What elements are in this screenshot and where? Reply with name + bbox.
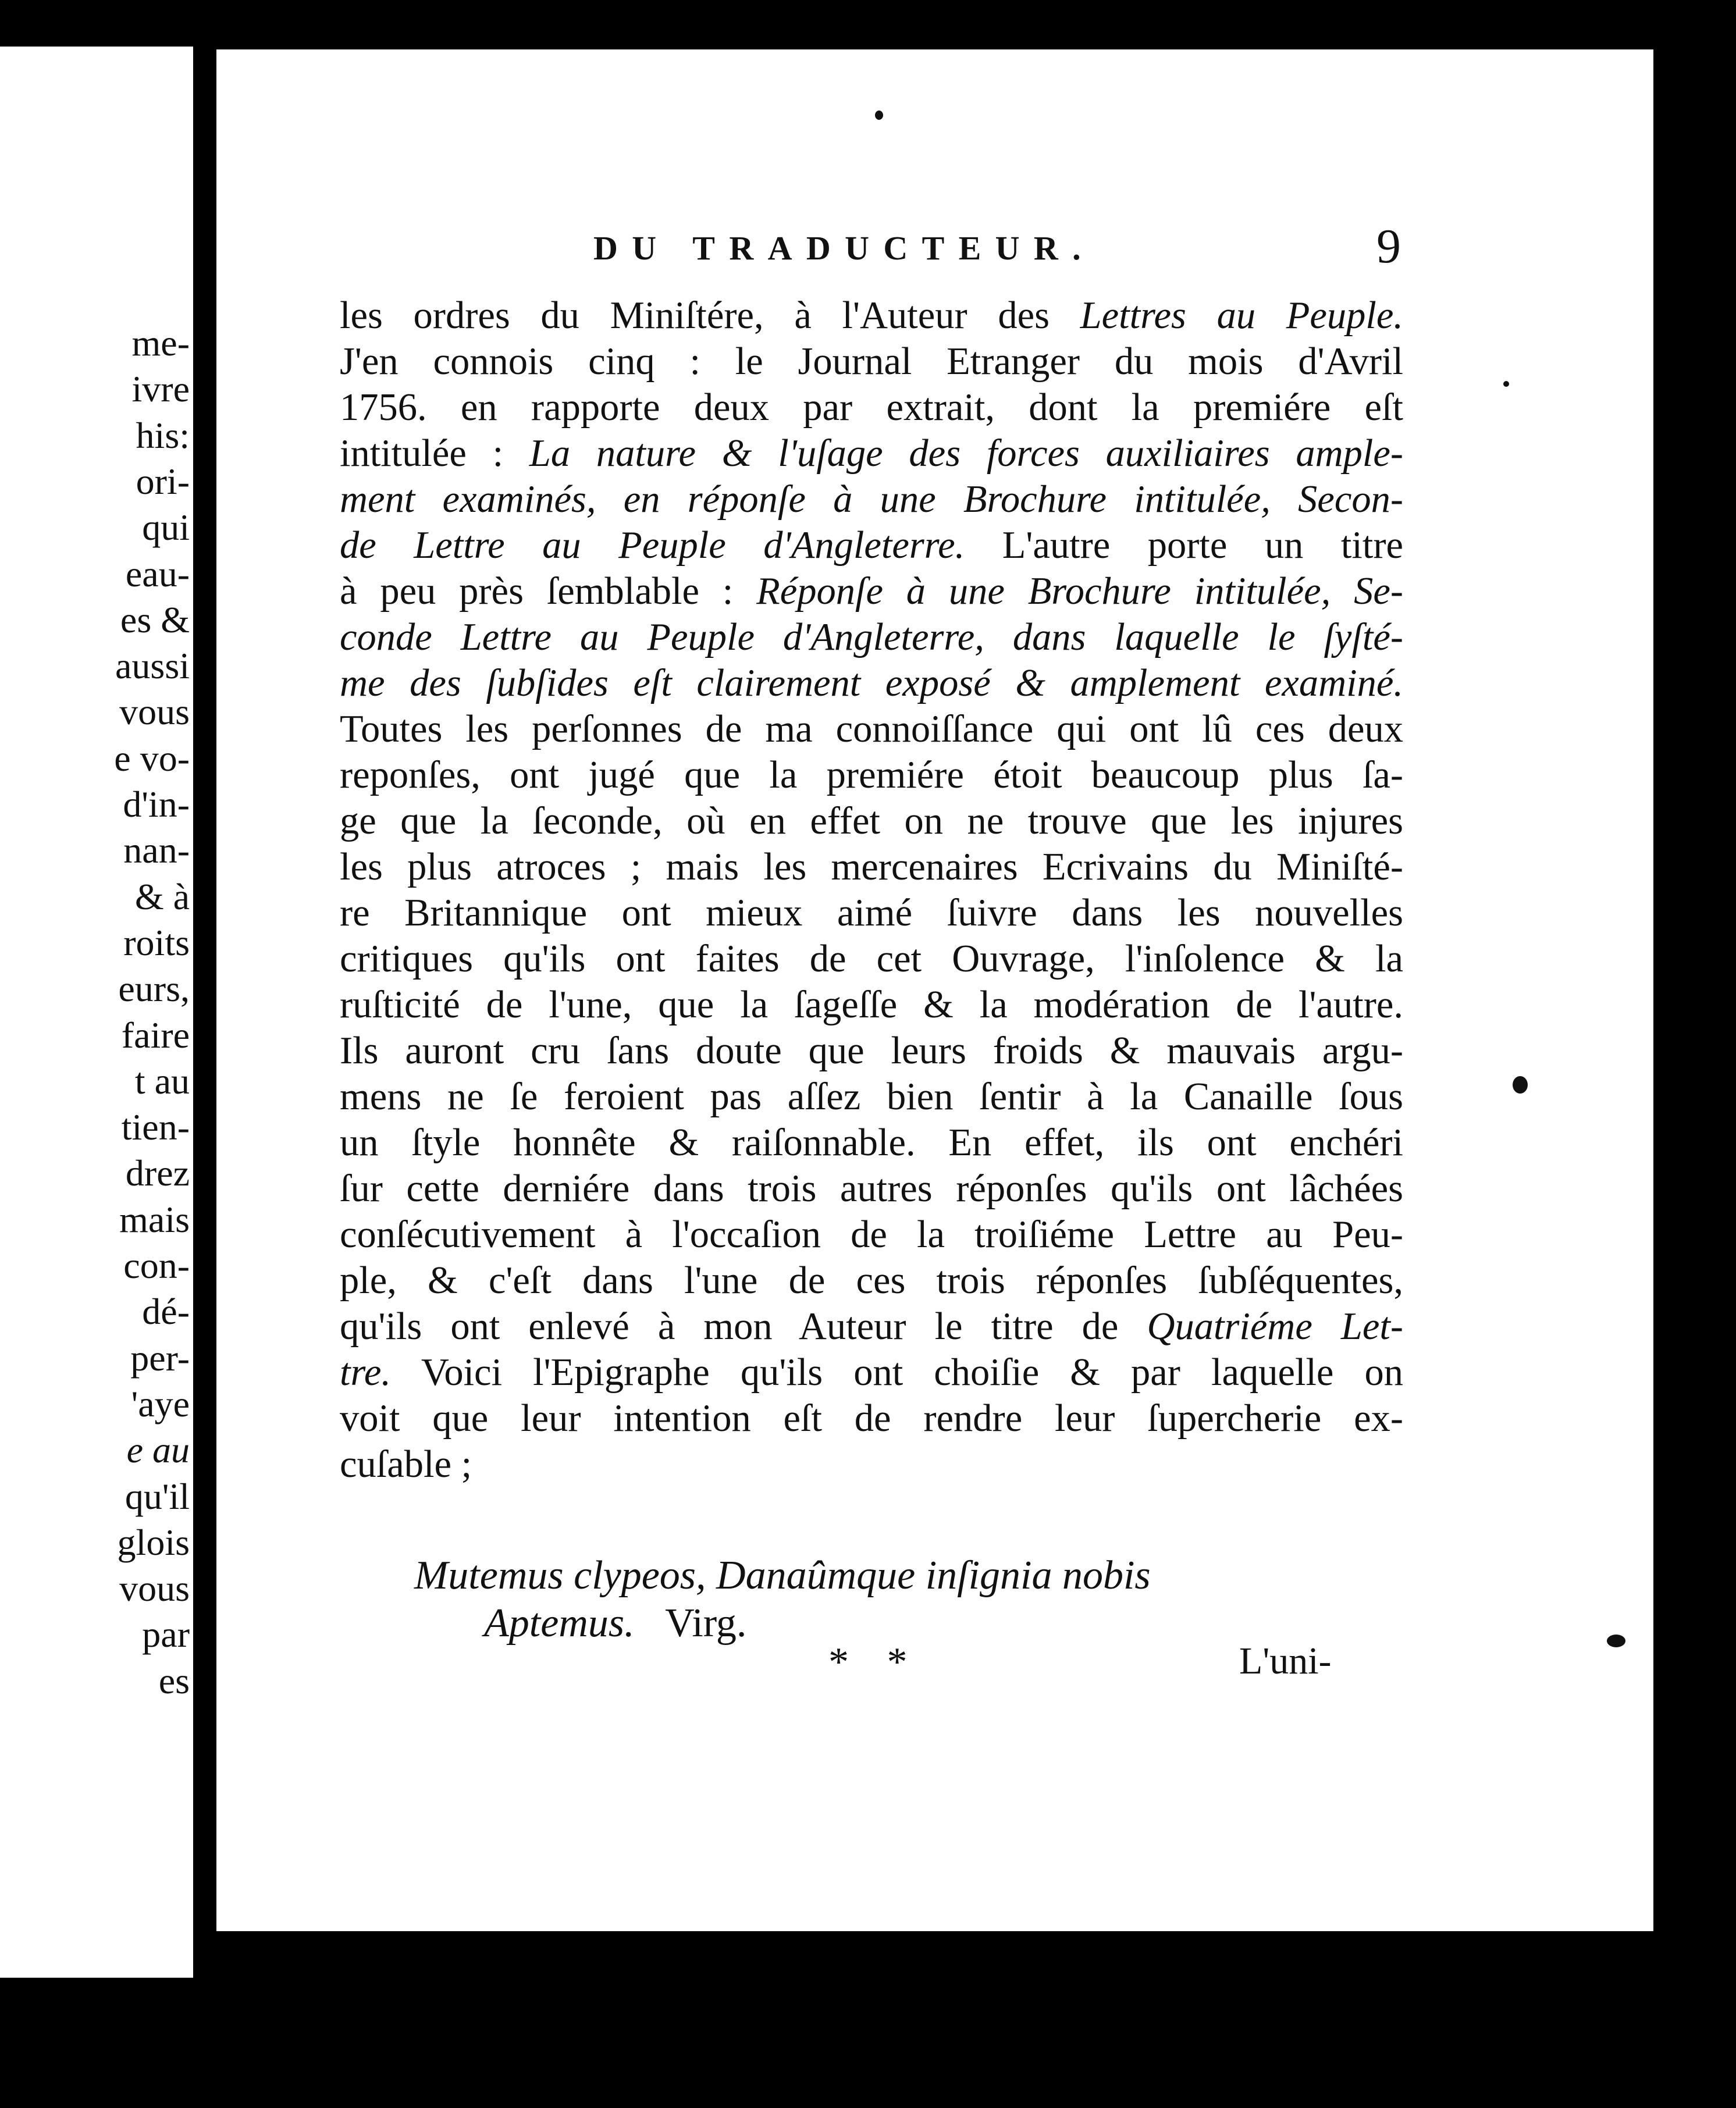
text-line <box>340 1441 1403 1487</box>
left-page-fragment: ori- <box>136 460 190 502</box>
left-page-fragment: t au <box>134 1060 190 1102</box>
line-text: ruſticité de l'une, que la ſageſſe & la modération de l'autre. <box>340 984 1403 1026</box>
line-text: mens ne ſe feroient pas aſſez bien ſentir à la Canaille ſous <box>340 1076 1403 1118</box>
text-line <box>340 1349 1403 1395</box>
left-page-fragment: eurs, <box>118 968 190 1010</box>
left-page-fragment: con- <box>123 1245 190 1286</box>
line-text: Ils auront cru ſans doute que leurs froids & mauvais argu- <box>340 1030 1403 1072</box>
text-line <box>340 890 1403 936</box>
italic-text: conde Lettre au Peuple d'Angleterre, dans laquelle le ſyſté- <box>340 616 1403 658</box>
left-page-fragment: per- <box>130 1337 190 1379</box>
italic-text: ment examinés, en réponſe à une Brochure intitulée, Secon- <box>340 478 1403 521</box>
line-text: intitulée : <box>340 432 529 475</box>
text-line <box>340 1304 1403 1349</box>
text-line <box>340 476 1403 522</box>
left-page-fragment: roits <box>123 921 190 963</box>
left-facing-page <box>0 47 193 1978</box>
line-text: cuſable ; <box>340 1443 472 1486</box>
left-page-fragment: ivre <box>131 368 190 410</box>
ink-speck <box>1503 381 1509 387</box>
italic-text: tre. <box>340 1351 392 1394</box>
left-page-fragment: his: <box>136 414 190 456</box>
text-line <box>340 798 1403 844</box>
signature-mark: * * <box>828 1640 922 1685</box>
text-line <box>340 568 1403 614</box>
left-page-fragment: e vo- <box>114 737 190 779</box>
epigraph-quote <box>414 1552 1151 1647</box>
line-text: L'autre porte un titre <box>965 524 1404 567</box>
line-text: à peu près ſemblable : <box>340 570 757 613</box>
line-text: reponſes, ont jugé que la premiére étoit beaucoup plus ſa- <box>340 754 1403 796</box>
left-page-fragment: mais <box>119 1198 190 1240</box>
line-text: voit que leur intention eſt de rendre leur ſupercherie ex- <box>340 1397 1403 1440</box>
italic-text: Quatriéme Let- <box>1147 1305 1403 1348</box>
left-page-fragment: par <box>142 1614 190 1655</box>
text-line <box>340 384 1403 430</box>
line-text: ple, & c'eſt dans l'une de ces trois réponſes ſubſéquentes, <box>340 1259 1403 1302</box>
text-line <box>340 522 1403 568</box>
left-page-fragment: es <box>158 1660 190 1701</box>
left-page-fragment: 'aye <box>131 1383 190 1425</box>
left-page-fragment: vous <box>119 691 190 733</box>
left-page-fragment: me- <box>131 322 190 364</box>
left-page-fragment: faire <box>121 1014 190 1056</box>
line-text: les plus atroces ; mais les mercenaires Ecrivains du Miniſté- <box>340 846 1403 888</box>
line-text: J'en connois cinq : le Journal Etranger du mois d'Avril <box>340 340 1403 383</box>
left-page-fragment: dé- <box>142 1291 190 1333</box>
text-line <box>340 1212 1403 1258</box>
italic-text: Réponſe à une Brochure intitulée, Se- <box>756 570 1403 613</box>
line-text: Voici l'Epigraphe qu'ils ont choiſie & par laquelle on <box>391 1351 1403 1394</box>
left-page-fragment: & à <box>134 875 190 917</box>
left-page-fragment: vous <box>119 1568 190 1610</box>
line-text: les ordres du Miniſtére, à l'Auteur des <box>340 294 1080 337</box>
page-number: 9 <box>1376 219 1401 273</box>
line-text: ge que la ſeconde, où en effet on ne trouve que les injures <box>340 800 1403 842</box>
line-text: un ſtyle honnête & raiſonnable. En effet, ils ont enchéri <box>340 1121 1403 1164</box>
text-line <box>340 936 1403 982</box>
left-page-fragment: aussi <box>115 645 190 687</box>
text-line <box>340 293 1403 339</box>
left-page-fragment: glois <box>117 1521 190 1563</box>
text-line <box>340 1120 1403 1166</box>
quote-line-1: Mutemus clypeos, Danaûmque inſignia nobis <box>414 1553 1151 1598</box>
book-page <box>216 49 1653 1931</box>
line-text: qu'ils ont enlevé à mon Auteur le titre de <box>340 1305 1147 1348</box>
left-page-fragment: tien- <box>121 1106 190 1148</box>
quote-line-2 <box>484 1600 1151 1647</box>
line-text: ſur cette derniére dans trois autres réponſes qu'ils ont lâchées <box>340 1167 1403 1210</box>
text-line <box>340 982 1403 1028</box>
text-line <box>340 752 1403 798</box>
italic-text: me des ſubſides eſt clairement exposé & amplement examiné. <box>340 662 1403 704</box>
text-line <box>340 1395 1403 1441</box>
ink-speck <box>1513 1076 1528 1094</box>
line-text: Toutes les perſonnes de ma connoiſſance qui ont lû ces deux <box>340 708 1403 750</box>
ink-speck <box>875 111 883 120</box>
text-line <box>340 660 1403 706</box>
left-page-fragment: es & <box>120 599 190 640</box>
text-line <box>340 1028 1403 1074</box>
left-page-fragment: drez <box>125 1152 190 1194</box>
left-page-fragment: eau- <box>125 553 190 594</box>
left-page-fragment: qui <box>142 507 190 549</box>
left-page-fragment: qu'il <box>124 1475 190 1517</box>
text-line <box>340 339 1403 384</box>
left-page-fragment: d'in- <box>123 784 190 825</box>
line-text: critiques qu'ils ont faites de cet Ouvrage, l'inſolence & la <box>340 938 1403 980</box>
text-line <box>340 430 1403 476</box>
line-text: 1756. en rapporte deux par extrait, dont la premiére eſt <box>340 386 1403 429</box>
italic-text: de Lettre au Peuple d'Angleterre. <box>340 524 965 567</box>
line-text: re Britannique ont mieux aimé ſuivre dans les nouvelles <box>340 892 1403 934</box>
ink-speck <box>1607 1635 1625 1647</box>
text-line <box>340 706 1403 752</box>
text-line <box>340 1166 1403 1212</box>
body-text <box>340 293 1403 1487</box>
line-text: conſécutivement à l'occaſion de la troiſiéme Lettre au Peu- <box>340 1213 1403 1256</box>
left-page-fragment: nan- <box>123 829 190 871</box>
text-line <box>340 1258 1403 1304</box>
text-line <box>340 1074 1403 1120</box>
italic-text: Lettres au Peuple. <box>1080 294 1403 337</box>
quote-line-2-latin: Aptemus. <box>484 1601 635 1646</box>
italic-text: La nature & l'uſage des forces auxiliaires ample- <box>529 432 1403 475</box>
running-header: DU TRADUCTEUR. <box>593 229 1095 267</box>
quote-author: Virg. <box>665 1601 747 1646</box>
text-line <box>340 844 1403 890</box>
text-line <box>340 614 1403 660</box>
catchword: L'uni- <box>1239 1640 1332 1682</box>
left-page-fragment: e au <box>126 1429 190 1471</box>
